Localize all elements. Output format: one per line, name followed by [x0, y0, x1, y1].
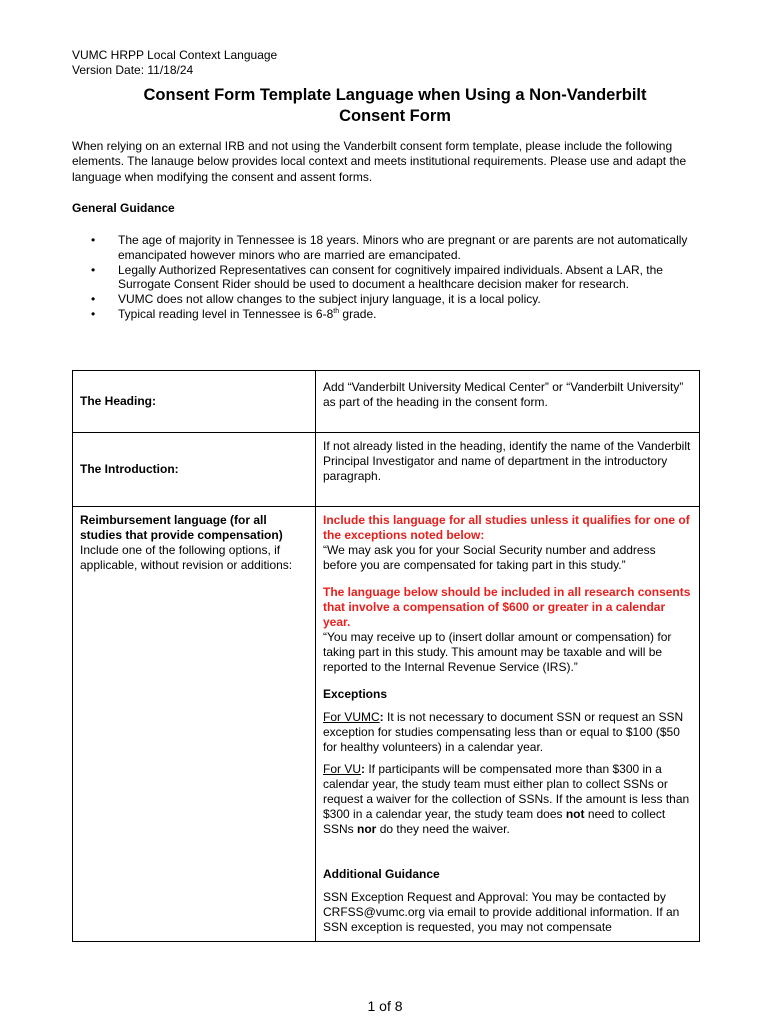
- introduction-row-label: The Introduction:: [80, 462, 179, 476]
- vumc-label: For VUMC: [323, 710, 380, 724]
- table-cell-content: [316, 433, 700, 507]
- table-cell-content: [316, 507, 700, 942]
- list-item: [90, 233, 700, 263]
- superscript-th: th: [333, 307, 340, 315]
- reimbursement-label-instruction: Include one of the following options, if applicable, without revision or additions:: [80, 543, 293, 572]
- bullet-text: The age of majority in Tennessee is 18 years. Minors who are pregnant or are parents are not automatically emancipated however minors who are married are emancipated.: [118, 233, 688, 262]
- table-cell-label: [73, 507, 316, 942]
- reimbursement-row-content: [316, 507, 699, 941]
- bullet-icon: •: [91, 292, 96, 307]
- table-cell-label: [73, 371, 316, 433]
- bullet-text-part: grade.: [339, 306, 377, 321]
- introduction-row-text: If not already listed in the heading, identify the name of the Vanderbilt Principal Investigator and name of department in the introductory paragraph.: [323, 439, 691, 483]
- additional-guidance-text: SSN Exception Request and Approval: You may be contacted by CRFSS@vumc.org via email to provide additional information. If an SSN exception is requested, you may not compensate: [323, 890, 680, 934]
- intro-paragraph: When relying on an external IRB and not using the Vanderbilt consent form template, please include the following elements. The lanauge below provides local context and meets institutional requirements. Please use and adapt the language when modifying the consent and assent forms.: [72, 139, 687, 184]
- ssn-request-language: “We may ask you for your Social Security number and address before you are compensated for taking part in this study.”: [323, 543, 656, 572]
- bullet-icon: •: [91, 306, 96, 321]
- list-item: [90, 292, 700, 307]
- list-item: [90, 263, 700, 293]
- vu-label: For VU: [323, 762, 362, 776]
- bullet-text-part: Typical reading level in Tennessee is 6-8: [118, 306, 334, 321]
- heading-row-text: Add “Vanderbilt University Medical Center” or “Vanderbilt University” as part of the heading in the consent form.: [323, 380, 684, 409]
- reimbursement-row-label: [73, 507, 315, 579]
- red-instruction-600: The language below should be included in all research consents that involve a compensation of $600 or greater in a calendar year.: [323, 585, 691, 629]
- bullet-text: VUMC does not allow changes to the subject injury language, it is a local policy.: [118, 292, 541, 307]
- title-line-2: Consent Form: [339, 107, 451, 125]
- general-guidance-heading: General Guidance: [72, 201, 175, 215]
- page-number: 1 of 8: [367, 998, 403, 1014]
- bullet-icon: •: [91, 233, 96, 247]
- table-cell-label: [73, 433, 316, 507]
- red-instruction-all-studies: Include this language for all studies unless it qualifies for one of the exceptions noted below:: [323, 513, 690, 542]
- bullet-text: Legally Authorized Representatives can consent for cognitively impaired individuals. Absent a LAR, the Surrogate Consent Rider should be used to document a healthcare decision maker for research.: [118, 262, 663, 292]
- vu-exception-text: For VU: If participants will be compensated more than $300 in a calendar year, the study team must either plan to collect SSNs or request a waiver for the collection of SSNs. If the amount is less than $300 in a calendar year, the study team does not need to collect SSNs nor do they need the waiver.: [323, 762, 690, 836]
- header-version-date: Version Date: 11/18/24: [72, 63, 194, 77]
- reimbursement-label-bold: Reimbursement language (for all studies that provide compensation): [80, 513, 283, 542]
- bullet-icon: •: [91, 262, 96, 277]
- title-line-1: Consent Form Template Language when Using a Non-Vanderbilt: [143, 86, 647, 104]
- list-item: [90, 307, 700, 322]
- compensation-taxable-language: “You may receive up to (insert dollar amount or compensation) for taking part in this study. This amount may be taxable and will be reported to the Internal Revenue Service (IRS).”: [323, 630, 672, 674]
- table-row: [73, 371, 700, 433]
- header-org-line: VUMC HRPP Local Context Language: [72, 48, 278, 62]
- table-cell-content: [316, 371, 700, 433]
- vumc-exception-text: For VUMC: It is not necessary to document SSN or request an SSN exception for studies compensating less than or equal to $100 ($50 for healthy volunteers) in a calendar year.: [323, 710, 684, 754]
- table-row: [73, 507, 700, 942]
- consent-elements-table: [72, 370, 700, 942]
- additional-guidance-heading: Additional Guidance: [323, 867, 440, 881]
- general-guidance-list: [90, 233, 700, 322]
- heading-row-label: The Heading:: [80, 394, 157, 408]
- exceptions-heading: Exceptions: [323, 687, 388, 701]
- table-row: [73, 433, 700, 507]
- bullet-text: [118, 307, 376, 321]
- page-title: [100, 85, 690, 127]
